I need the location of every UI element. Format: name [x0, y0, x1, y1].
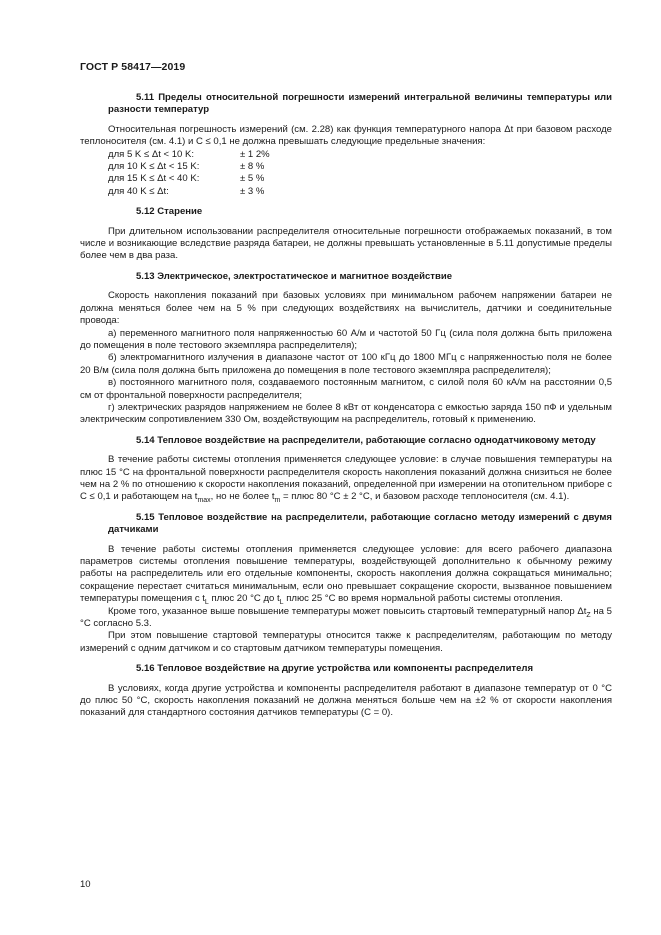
section-5-16-title: 5.16 Тепловое воздействие на другие устройства или компоненты распределителя — [136, 663, 534, 675]
limit-range: для 40 K ≤ Δt: — [108, 185, 169, 197]
section-5-12-title: 5.12 Старение — [136, 206, 203, 218]
section-5-11-title: 5.11 Пределы относительной погрешности измерений интегральной величины температуры или разности температур — [108, 92, 612, 116]
section-5-13-item-d: г) электрических разрядов напряжением не более 8 кВт от конденсатора с емкостью заряда 150 пФ и удельным электрическим сопротивлением 330 Ом, воздействующим на распределитель, готовый к применению. — [80, 401, 612, 426]
section-5-16-body: В условиях, когда другие устройства и компоненты распределителя работают в диапазоне температур от 0 °C до плюс 50 °C, скорость накопления показаний не должна меняться больше чем на ±2 % от скорости накопления показаний для стандартного состояния датчиков температуры (C = 0). — [80, 682, 612, 719]
text-run: В течение работы системы отопления применяется следующее условие: для всего рабочего диапазона параметров системы отопления повышение температуры, воздействующей дополнительно к обычному режиму работы на распределитель или его отдельные компоненты, скорость накопления должна сокращаться минимально; сокращение перестает считаться минимальным, если оно превышает сокращение скорости, вызванное повышением температуры помещения с t — [80, 543, 612, 605]
section-5-13-title: 5.13 Электрическое, электростатическое и магнитное воздействие — [136, 270, 452, 282]
section-5-14-title: 5.14 Тепловое воздействие на распределители, работающие согласно однодатчиковому методу — [136, 434, 596, 446]
limits-row — [108, 149, 270, 161]
text-run: плюс 25 °C во время нормальной работы системы отопления. — [283, 593, 563, 605]
text-run: на 5 °C согласно 5.3. — [80, 605, 612, 630]
subscript: Z — [586, 611, 591, 619]
text-run: , но не более t — [210, 491, 275, 503]
section-5-15-title: 5.15 Тепловое воздействие на распределители, работающие согласно методу измерений с двумя датчиками — [108, 511, 612, 536]
section-5-13-item-a: а) переменного магнитного поля напряженностью 60 А/м и частотой 50 Гц (сила поля должна быть приложена до помещения в поле тестового экземпляра распределителя); — [80, 327, 612, 351]
text-run: В течение работы системы отопления применяется следующее условие: в случае повышения температуры на плюс 15 °C на фронтальной поверхности распределителя скорость накопления показаний должна снизиться не более чем на 2 % по отношению к скорости накопления показаний, определенной при измерении на отопительном приборе с C ≤ 0,1 и работающем на t — [80, 454, 612, 503]
document-header: ГОСТ Р 58417—2019 — [80, 61, 186, 73]
limit-value: ± 8 % — [240, 161, 265, 173]
section-5-13-item-b: б) электромагнитного излучения в диапазоне частот от 100 кГц до 1800 МГц с напряженностью поля не более 20 В/м (сила поля должна быть приложена до помещения в поле тестового экземпляра распределителя); — [80, 352, 612, 376]
subscript: L — [204, 599, 209, 607]
text-run: плюс 20 °C до t — [208, 593, 280, 605]
section-5-15-para-3: При этом повышение стартовой температуры относится также к распределителям, работающим по методу измерений с одним датчиком и со стартовым датчиком температуры помещения. — [80, 630, 612, 654]
document-body — [80, 92, 612, 720]
subscript: L — [279, 599, 284, 607]
text-run: Кроме того, указанное выше повышение температуры может повысить стартовый температурный напор Δt — [108, 605, 587, 617]
limits-row — [108, 186, 270, 198]
section-5-15-para-1 — [80, 544, 612, 606]
limit-value: ± 3 % — [240, 185, 265, 197]
section-5-13-intro: Скорость накопления показаний при базовых условиях при минимальном рабочем напряжении батареи не должна меняться более чем на 5 % при следующих воздействиях на вычислитель, датчики и соединительные провода: — [80, 290, 612, 327]
page-number: 10 — [80, 879, 91, 890]
section-5-11-body: Относительная погрешность измерений (см. 2.28) как функция температурного напора Δt при базовом расходе теплоносителя (см. 4.1) и C ≤ 0,1 не должна превышать следующие предельные значения: — [80, 123, 612, 148]
section-5-14-body — [80, 454, 612, 504]
limits-row — [108, 161, 270, 173]
limits-row — [108, 173, 270, 185]
limit-range: для 15 K ≤ Δt < 40 K: — [108, 173, 200, 185]
limit-range: для 10 K ≤ Δt < 15 K: — [108, 161, 200, 173]
section-5-12-body: При длительном использовании распределителя относительные погрешности отображаемых показаний, в том числе и возникающие вследствие разряда батареи, не должны превышать установленные в 5.11 допустимые пределы более чем в два раза. — [80, 225, 612, 262]
subscript: max — [197, 497, 211, 505]
limit-range: для 5 K ≤ Δt < 10 K: — [108, 148, 195, 160]
limit-value: ± 5 % — [240, 173, 265, 185]
limit-value: ± 1 2% — [240, 148, 270, 160]
section-5-15-para-2 — [80, 606, 612, 631]
section-5-13-item-c: в) постоянного магнитного поля, создаваемого постоянным магнитом, с силой поля 60 кА/м на расстоянии 0,5 см от фронтальной поверхности распределителя; — [80, 377, 612, 401]
limits-table — [108, 149, 270, 199]
subscript: m — [274, 497, 281, 505]
text-run: = плюс 80 °C ± 2 °C, и базовом расходе теплоносителя (см. 4.1). — [280, 491, 570, 503]
